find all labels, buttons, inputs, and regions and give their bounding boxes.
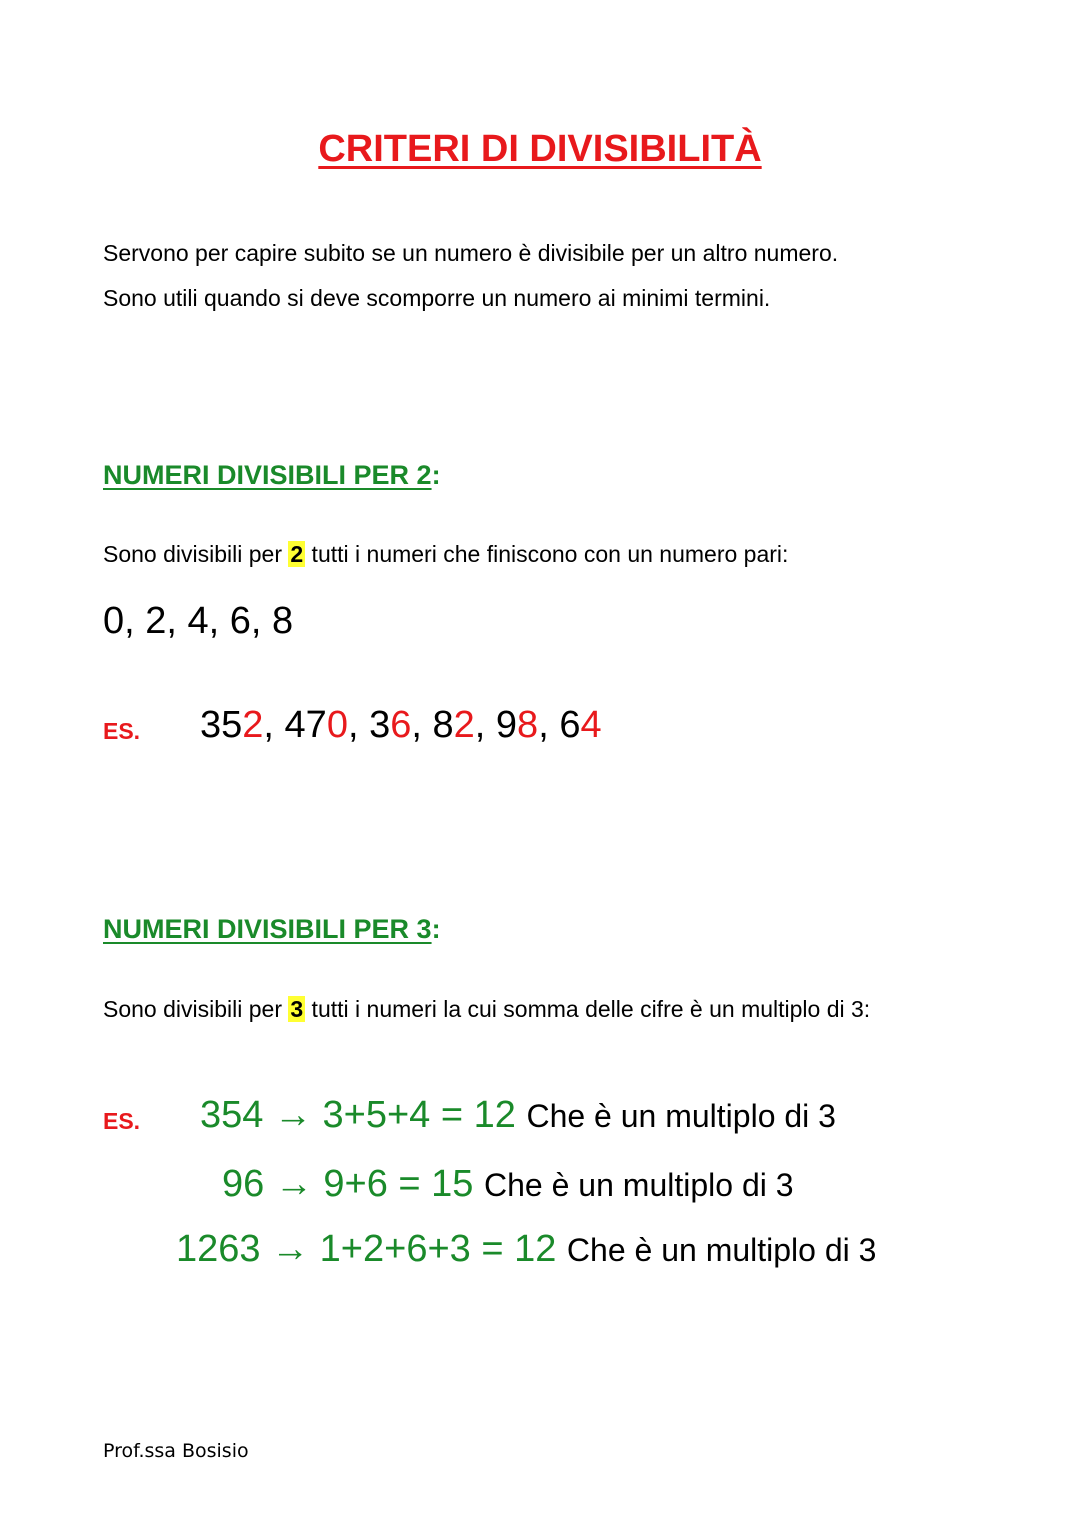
- intro-line-1: Servono per capire subito se un numero è divisibile per un altro numero.: [103, 240, 839, 266]
- footer-author: Prof.ssa Bosisio: [103, 1440, 249, 1462]
- section-3-heading: [103, 914, 441, 945]
- arrow-right-icon: →: [273, 1094, 312, 1136]
- rule-text-before: Sono divisibili per: [103, 541, 289, 567]
- section-2-examples: 352, 470, 36, 82, 98, 64: [200, 704, 602, 746]
- section-3-es-label: ES.: [103, 1108, 141, 1134]
- example-number: 98: [495, 704, 539, 746]
- section-3-rule: [103, 996, 870, 1023]
- section-3-heading-colon: :: [431, 914, 441, 944]
- digit-sum-example: 354 → 3+5+4 = 12 Che è un multiplo di 3: [200, 1094, 836, 1136]
- arrow-right-icon: →: [274, 1163, 313, 1205]
- rule-highlight-number: 2: [290, 541, 304, 567]
- arrow-right-icon: →: [271, 1228, 310, 1270]
- page-title: CRITERI DI DIVISIBILITÀ: [318, 128, 762, 170]
- section-2-heading-label: NUMERI DIVISIBILI PER 2: [103, 460, 432, 490]
- digit-sum-example: 1263 → 1+2+6+3 = 12 Che è un multiplo di 3: [176, 1228, 877, 1270]
- intro-line-2: Sono utili quando si deve scomporre un numero ai minimi termini.: [103, 285, 771, 311]
- example-number: 64: [559, 704, 602, 746]
- rule-text-before: Sono divisibili per: [103, 996, 289, 1022]
- section-2-es-label: ES.: [103, 718, 141, 744]
- digit-sum-example: 96 → 9+6 = 15 Che è un multiplo di 3: [222, 1163, 794, 1205]
- even-digits: 0, 2, 4, 6, 8: [103, 600, 294, 642]
- example-number: 36: [369, 704, 412, 746]
- rule-text-after: tutti i numeri la cui somma delle cifre è un multiplo di 3:: [305, 996, 871, 1022]
- section-2-rule: [103, 541, 788, 568]
- example-number: 82: [432, 704, 475, 746]
- section-2-heading: [103, 460, 441, 491]
- rule-text-after: tutti i numeri che finiscono con un numero pari:: [305, 541, 789, 567]
- section-3-heading-label: NUMERI DIVISIBILI PER 3: [103, 914, 432, 944]
- rule-highlight-number: 3: [290, 996, 304, 1022]
- section-2-heading-colon: :: [431, 460, 441, 490]
- example-number: 470: [284, 704, 348, 746]
- example-number: 352: [200, 704, 264, 746]
